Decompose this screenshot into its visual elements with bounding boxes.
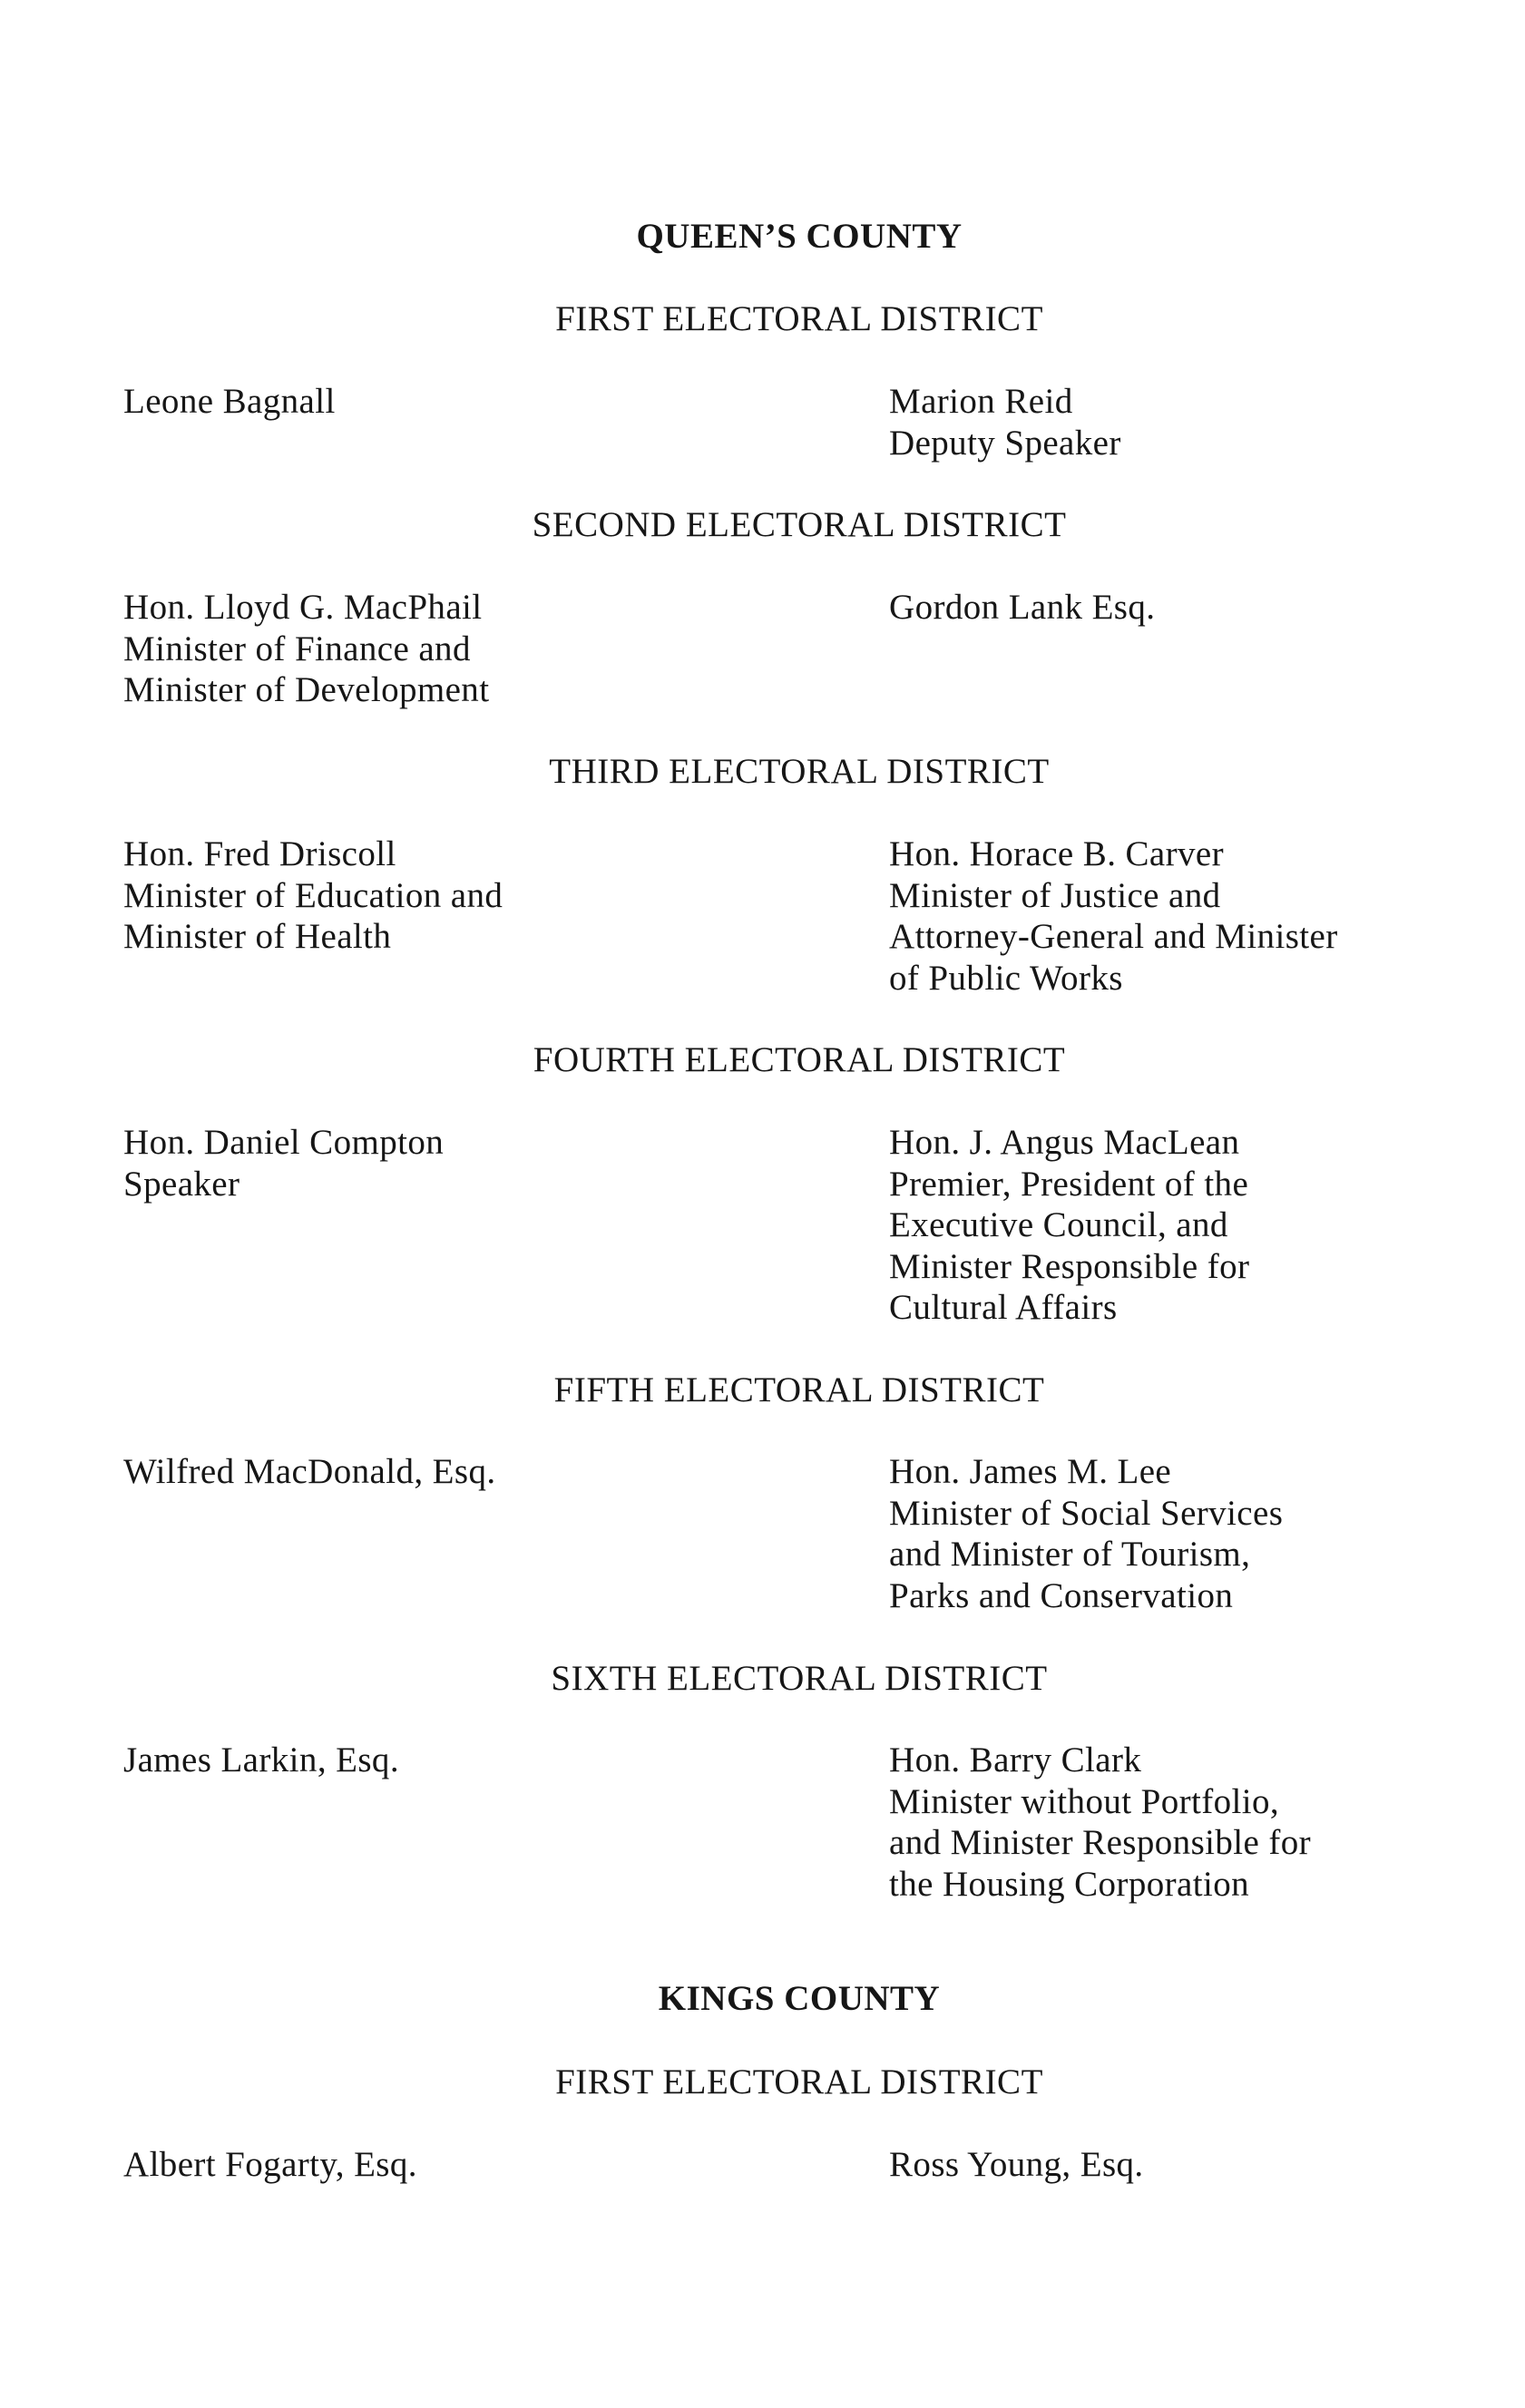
member-name: Hon. Lloyd G. MacPhail (123, 588, 483, 627)
member-name: Ross Young, Esq. (889, 2145, 1144, 2184)
member-right-kings-first (889, 2144, 1144, 2186)
district-title-queens-second: SECOND ELECTORAL DISTRICT (532, 505, 1067, 544)
member-role: Minister of Development (123, 670, 490, 709)
district-title-queens-first: FIRST ELECTORAL DISTRICT (555, 299, 1043, 338)
county-title-kings: KINGS COUNTY (658, 1979, 941, 2018)
member-name: Hon. James M. Lee (889, 1452, 1172, 1491)
member-role: Speaker (123, 1164, 240, 1204)
member-role: Minister Responsible for (889, 1246, 1250, 1286)
member-left-queens-sixth (123, 1740, 399, 1781)
member-right-queens-fifth (889, 1451, 1283, 1616)
member-left-queens-first (123, 381, 336, 423)
member-left-queens-fourth (123, 1122, 444, 1204)
member-role: Premier, President of the (889, 1164, 1249, 1204)
county-title-queens: QUEEN’S COUNTY (636, 217, 963, 256)
member-role: and Minister of Tourism, (889, 1535, 1251, 1574)
member-role: of Public Works (889, 958, 1123, 998)
member-role: Minister of Justice and (889, 875, 1221, 915)
member-role: Minister of Health (123, 917, 392, 956)
member-role: Minister of Finance and (123, 629, 471, 668)
member-role: Minister of Social Services (889, 1493, 1284, 1533)
member-name: Hon. Barry Clark (889, 1740, 1142, 1779)
member-name: Hon. Fred Driscoll (123, 834, 396, 873)
member-right-queens-sixth (889, 1740, 1311, 1905)
member-role: Cultural Affairs (889, 1288, 1118, 1327)
member-name: James Larkin, Esq. (123, 1740, 399, 1779)
member-left-queens-second (123, 587, 489, 711)
member-name: Marion Reid (889, 382, 1073, 421)
member-name: Hon. Daniel Compton (123, 1123, 445, 1162)
district-title-queens-third: THIRD ELECTORAL DISTRICT (549, 752, 1050, 791)
member-role: the Housing Corporation (889, 1864, 1249, 1904)
member-left-queens-fifth (123, 1451, 496, 1493)
member-role: Minister of Education and (123, 875, 503, 915)
member-name: Gordon Lank Esq. (889, 588, 1156, 627)
member-role: Minister without Portfolio, (889, 1781, 1280, 1821)
district-title-queens-fourth: FOURTH ELECTORAL DISTRICT (533, 1040, 1066, 1079)
member-role: and Minister Responsible for (889, 1823, 1312, 1862)
member-name: Hon. Horace B. Carver (889, 834, 1225, 873)
member-name: Leone Bagnall (123, 382, 336, 421)
member-right-queens-first (889, 381, 1121, 463)
member-name: Albert Fogarty, Esq. (123, 2145, 417, 2184)
member-right-queens-fourth (889, 1122, 1249, 1329)
member-role: Parks and Conservation (889, 1575, 1234, 1615)
member-role: Deputy Speaker (889, 423, 1121, 463)
member-left-queens-third (123, 834, 503, 958)
district-title-queens-sixth: SIXTH ELECTORAL DISTRICT (551, 1659, 1048, 1698)
member-name: Hon. J. Angus MacLean (889, 1123, 1240, 1162)
member-left-kings-first (123, 2144, 417, 2186)
member-role: Attorney-General and Minister (889, 917, 1338, 956)
district-title-kings-first: FIRST ELECTORAL DISTRICT (555, 2062, 1043, 2101)
district-title-queens-fifth: FIFTH ELECTORAL DISTRICT (553, 1370, 1045, 1409)
member-right-queens-second (889, 587, 1155, 629)
member-role: Executive Council, and (889, 1205, 1228, 1244)
member-name: Wilfred MacDonald, Esq. (123, 1452, 496, 1491)
member-right-queens-third (889, 834, 1338, 999)
